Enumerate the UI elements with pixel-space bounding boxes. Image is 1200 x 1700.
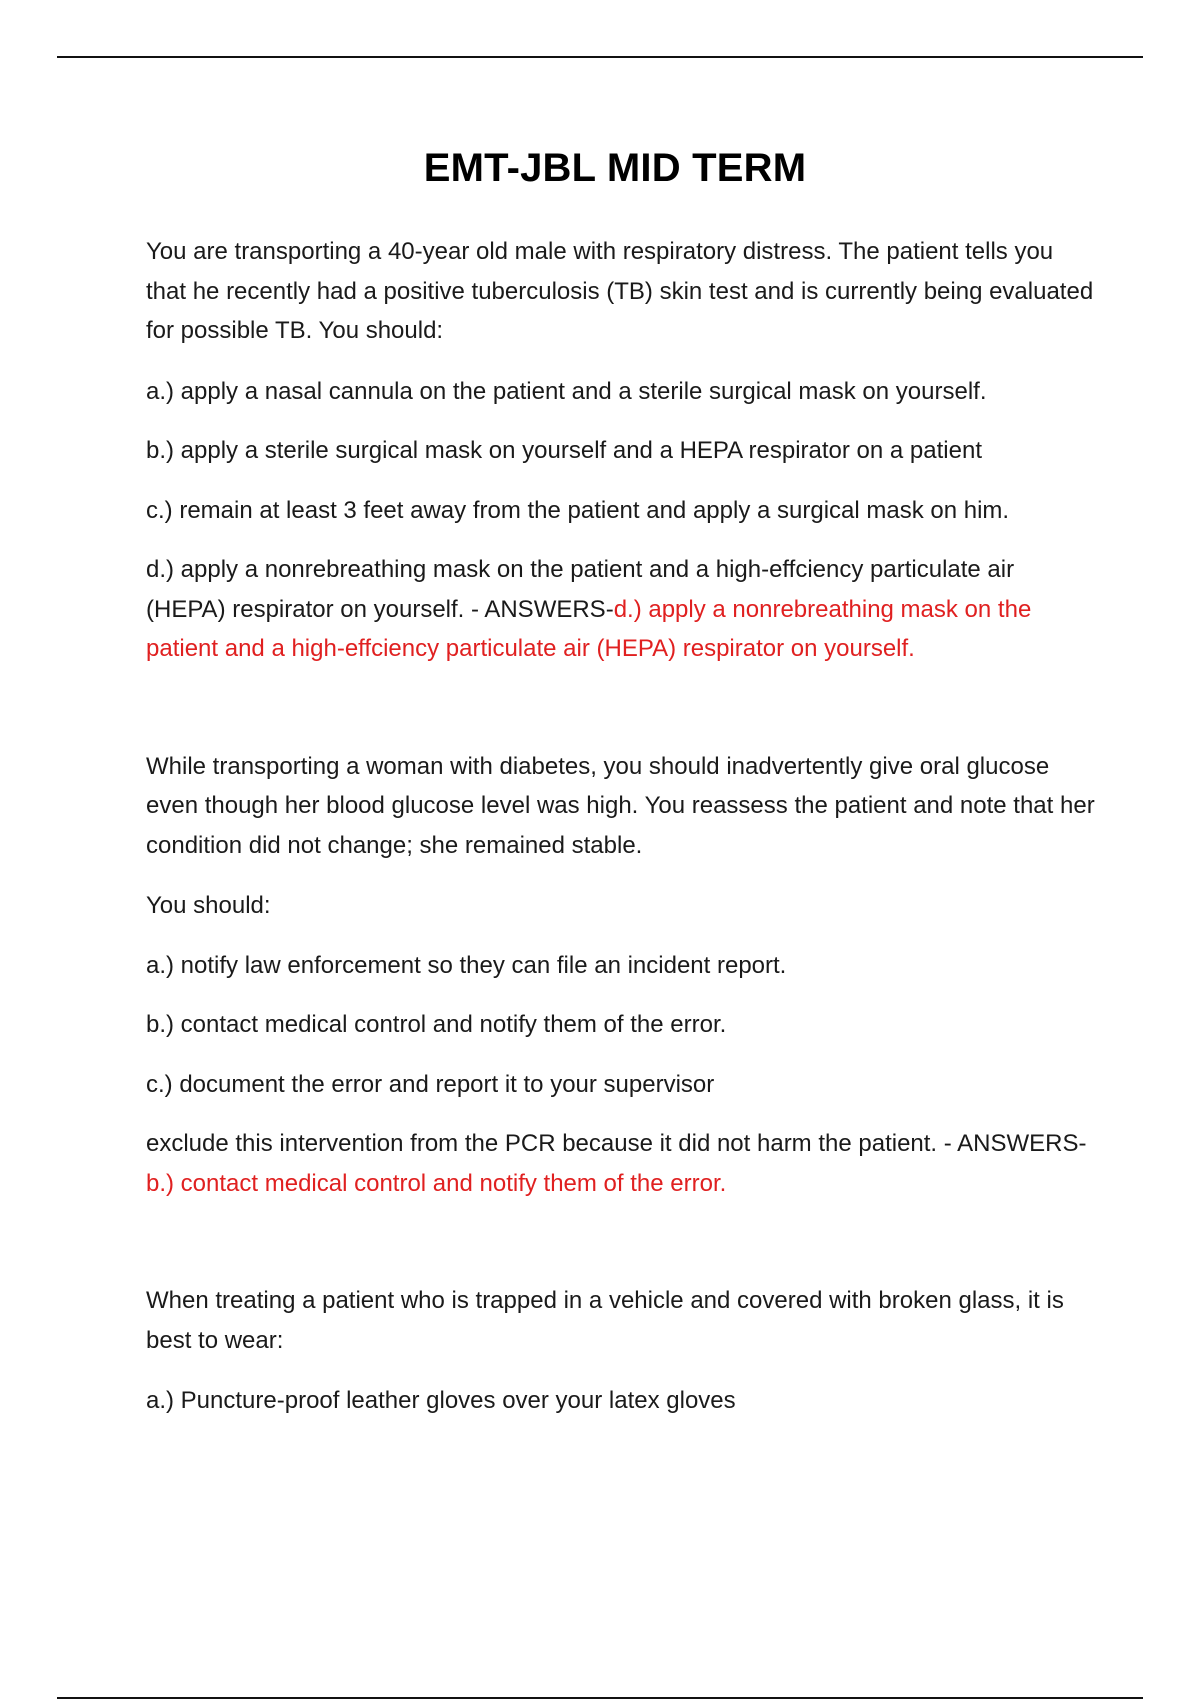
question-2-option-b: b.) contact medical control and notify them of the error. <box>146 1011 727 1038</box>
question-1-stem: You are transporting a 40-year old male with respiratory distress. The patient tells you that he recently had a positive tuberculosis (TB) skin test and is currently being evaluated for possible TB. You should: <box>146 238 1094 344</box>
question-1-option-d <box>146 550 1096 669</box>
question-1-option-b: b.) apply a sterile surgical mask on yourself and a HEPA respirator on a patient <box>146 437 982 464</box>
bottom-divider <box>57 1697 1143 1699</box>
question-1-option-c: c.) remain at least 3 feet away from the patient and apply a surgical mask on him. <box>146 496 1010 524</box>
answer-prefix: ANSWERS- <box>957 1130 1087 1157</box>
question-2-option-a: a.) notify law enforcement so they can file an incident report. <box>146 951 787 979</box>
question-2-option-d <box>146 1124 1096 1203</box>
question-2-option-d-text: exclude this intervention from the PCR because it did not harm the patient. - <box>146 1130 958 1157</box>
question-1-answer: d.) apply a nonrebreathing mask on the patient and a high-effciency particulate air (HEPA) respirator on yourself. <box>146 595 1032 662</box>
question-2-option-c: c.) document the error and report it to your supervisor <box>146 1070 715 1098</box>
answer-prefix: ANSWERS- <box>484 595 614 623</box>
question-3-stem: When treating a patient who is trapped in a vehicle and covered with broken glass, it is best to wear: <box>146 1287 1064 1354</box>
question-2-prompt: You should: <box>146 892 271 919</box>
question-2-answer: b.) contact medical control and notify them of the error. <box>146 1169 727 1197</box>
document-title: EMT-JBL MID TERM <box>423 146 807 190</box>
top-divider <box>57 56 1143 58</box>
document-body <box>146 232 1096 1421</box>
question-3-option-a: a.) Puncture-proof leather gloves over your latex gloves <box>146 1387 736 1414</box>
question-1-option-a: a.) apply a nasal cannula on the patient and a sterile surgical mask on yourself. <box>146 377 987 405</box>
question-1-option-d-text: d.) apply a nonrebreathing mask on the patient and a high-effciency particulate air (HEPA) respirator on yourself. - <box>146 556 1015 623</box>
question-2-stem: While transporting a woman with diabetes, you should inadvertently give oral glucose even though her blood glucose level was high. You reassess the patient and note that her condition did not change; she remained stable. <box>146 752 1095 859</box>
